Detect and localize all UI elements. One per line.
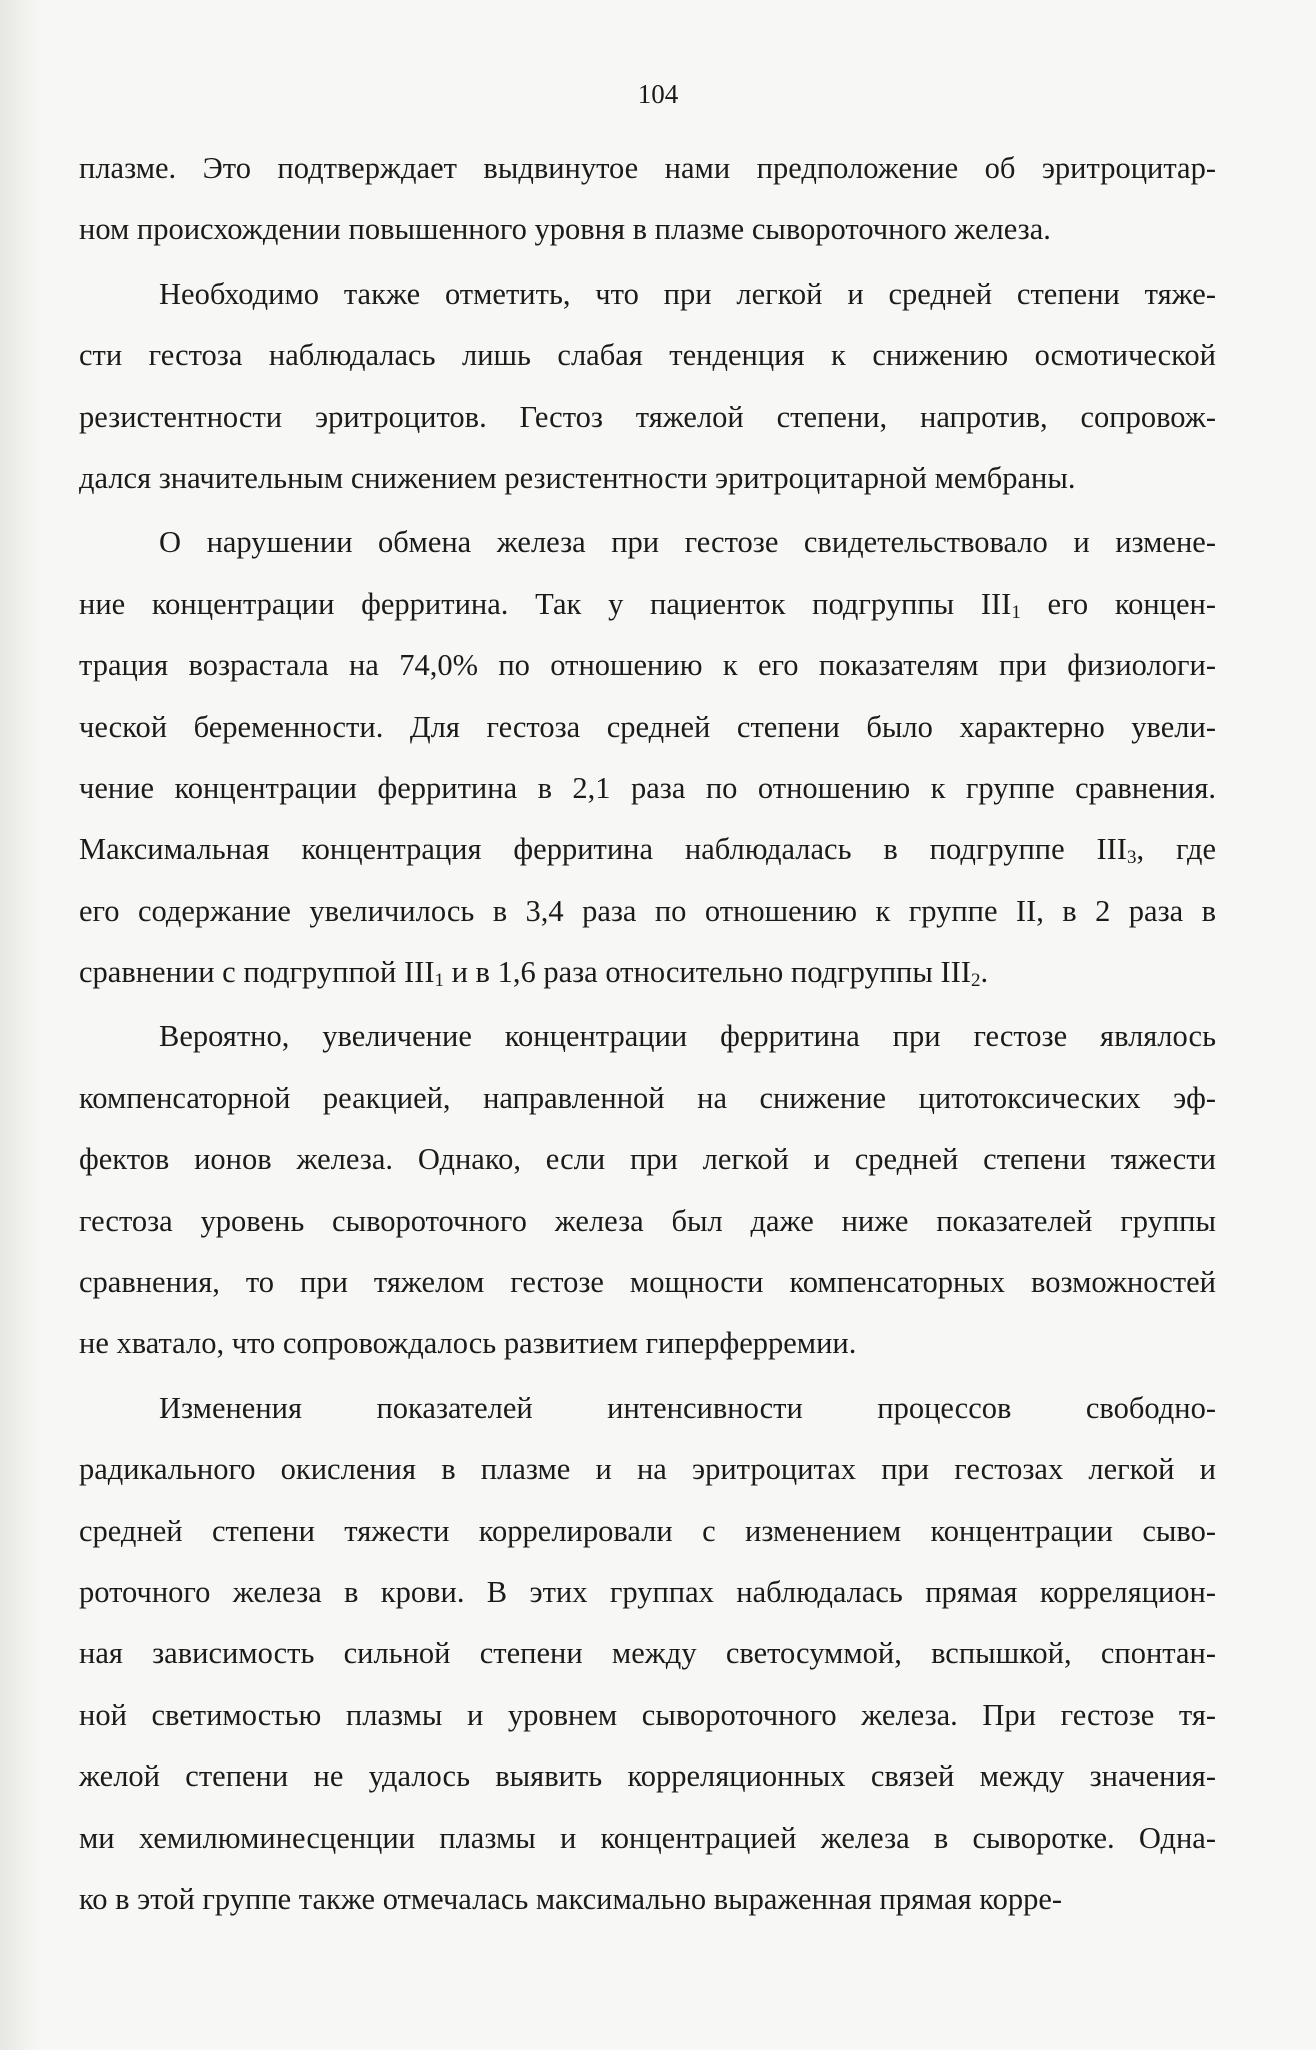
- text-line: Максимальная концентрация ферритина наблюдалась в подгруппе $III_3$, где: [79, 832, 1217, 869]
- text-line: плазме. Это подтверждает выдвинутое нами предположение об эритроцитар-: [79, 151, 1216, 185]
- text-line: ная зависимость сильной степени между светосуммой, вспышкой, спонтан-: [79, 1636, 1216, 1671]
- text-line: радикального окисления в плазме и на эритроцитах при гестозах легкой и: [79, 1452, 1216, 1487]
- text-line: Изменения показателей интенсивности процессов свободно-: [159, 1390, 1216, 1425]
- text-line: не хватало, что сопровождалось развитием гиперферремии.: [79, 1326, 857, 1361]
- text-line: компенсаторной реакцией, направленной на снижение цитотоксических эф-: [79, 1080, 1216, 1115]
- document-body: [79, 145, 1216, 1937]
- text-line: сти гестоза наблюдалась лишь слабая тенденция к снижению осмотической: [79, 338, 1216, 373]
- text-line: фектов ионов железа. Однако, если при легкой и средней степени тяжести: [79, 1142, 1216, 1177]
- text-line: ние концентрации ферритина. Так у пациенток подгруппы $III_1$ его концен-: [79, 586, 1216, 623]
- text-line: желой степени не удалось выявить корреляционных связей между значения-: [79, 1759, 1216, 1794]
- page-number: 104: [637, 79, 679, 109]
- paragraph: [79, 519, 1216, 1010]
- text-line: ной светимостью плазмы и уровнем сывороточного железа. При гестозе тя-: [79, 1697, 1216, 1732]
- text-line: ном происхождении повышенного уровня в плазме сывороточного железа.: [79, 212, 1051, 247]
- text-line: ми хемилюминесценции плазмы и концентрацией железа в сыворотке. Одна-: [79, 1820, 1216, 1855]
- text-line: Необходимо также отметить, что при легкой и средней степени тяже-: [159, 276, 1216, 311]
- text-line: роточного железа в крови. В этих группах наблюдалась прямая корреляцион-: [79, 1574, 1216, 1609]
- subscript-index: 1: [1011, 601, 1021, 623]
- paragraph: [79, 1013, 1216, 1381]
- text-line: резистентности эритроцитов. Гестоз тяжелой степени, напротив, сопровож-: [79, 399, 1216, 434]
- subscript-index: 3: [1126, 847, 1137, 869]
- subscript-index: 2: [970, 970, 981, 992]
- paragraph: [79, 145, 1216, 268]
- subscript-index: 1: [434, 970, 444, 992]
- text-line: Вероятно, увеличение концентрации ферритина при гестозе являлось: [159, 1019, 1216, 1054]
- paragraph: [79, 271, 1216, 517]
- text-line: сравнения, то при тяжелом гестозе мощности компенсаторных возможностей: [79, 1265, 1216, 1300]
- text-line: чение концентрации ферритина в 2,1 раза по отношению к группе сравнения.: [79, 770, 1216, 805]
- text-line: О нарушении обмена железа при гестозе свидетельствовало и измене-: [159, 525, 1216, 560]
- text-line: его содержание увеличилось в 3,4 раза по отношению к группе II, в 2 раза в: [79, 893, 1216, 928]
- text-line: ческой беременности. Для гестоза средней степени было характерно увели-: [79, 709, 1216, 744]
- paragraph: [79, 1385, 1216, 1938]
- scan-edge-shadow: [0, 0, 40, 2050]
- text-line: трация возрастала на 74,0% по отношению к его показателям при физиологи-: [79, 648, 1216, 683]
- text-line: дался значительным снижением резистентности эритроцитарной мембраны.: [79, 460, 1076, 495]
- text-line: ко в этой группе также отмечалась максимально выраженная прямая корре-: [79, 1881, 1063, 1916]
- text-line: сравнении с подгруппой $III_1$ и в 1,6 раза относительно подгруппы $III_2$.: [79, 955, 989, 992]
- text-line: гестоза уровень сывороточного железа был даже ниже показателей группы: [79, 1203, 1216, 1238]
- text-line: средней степени тяжести коррелировали с изменением концентрации сыво-: [79, 1513, 1216, 1548]
